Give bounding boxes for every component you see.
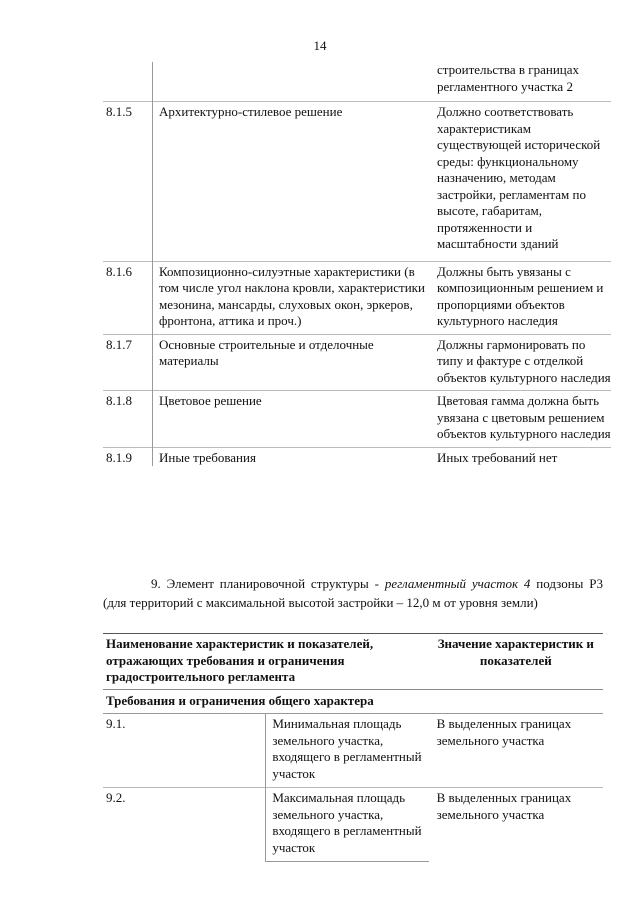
- table-row: [103, 447, 611, 466]
- table-subheader: [103, 689, 603, 714]
- table-row: [103, 714, 603, 788]
- header-values: Значение характеристик и показателей: [429, 634, 603, 690]
- row-characteristic: Композиционно-силуэтные характеристики (в том числе угол наклона кровли, характеристики мезонина, мансарды, слуховых окон, эркеров, фронтона, аттика и проч.): [153, 261, 434, 334]
- row-number: 8.1.9: [103, 447, 153, 466]
- subheader-general: Требования и ограничения общего характера: [103, 689, 603, 714]
- row-number: 8.1.5: [103, 102, 153, 262]
- row-characteristic: Архитектурно-стилевое решение: [153, 102, 434, 262]
- row-number: 8.1.8: [103, 391, 153, 448]
- section-rest: подзоны Р3 (для территорий с максимальной высотой застройки – 12,0 м от уровня земли): [103, 576, 603, 610]
- table-row: [103, 788, 603, 862]
- table-row-continuation: [103, 62, 611, 102]
- table-row: [103, 334, 611, 391]
- row-number: 8.1.7: [103, 334, 153, 391]
- row-number: 8.1.6: [103, 261, 153, 334]
- row-characteristic: Иные требования: [153, 447, 434, 466]
- row-value: Должно соответствовать характеристикам существующей исторической среды: функциональному назначению, методам застройки, регламентам по высоте, габаритам, протяженности и масштабности зданий: [433, 102, 611, 262]
- section-italic: регламентный участок 4: [384, 576, 531, 591]
- section-lead: 9. Элемент планировочной структуры -: [151, 576, 385, 591]
- section-heading: [103, 574, 603, 612]
- table-row: [103, 102, 611, 262]
- continuation-value: строительства в границах регламентного участка 2: [437, 62, 580, 94]
- table-row: [103, 391, 611, 448]
- row-number: 9.2.: [103, 788, 266, 862]
- row-value: В выделенных границах земельного участка: [429, 788, 603, 862]
- row-number: 9.1.: [106, 716, 126, 731]
- regulation-table-bottom: [103, 633, 603, 862]
- row-value: В выделенных границах земельного участка: [436, 716, 572, 748]
- table-header: [103, 634, 603, 690]
- regulation-table-top: [103, 62, 611, 466]
- row-value: Должны гармонировать по типу и фактуре с отделкой объектов культурного наследия: [433, 334, 611, 391]
- row-characteristic: Основные строительные и отделочные материалы: [153, 334, 434, 391]
- page-number: 14: [313, 38, 327, 53]
- table-row: [103, 261, 611, 334]
- header-characteristics: Наименование характеристик и показателей, отражающих требования и ограничения градостроительного регламента: [103, 634, 429, 690]
- row-characteristic: Максимальная площадь земельного участка, входящего в регламентный участок: [266, 788, 429, 862]
- row-characteristic: Минимальная площадь земельного участка, входящего в регламентный участок: [266, 714, 429, 788]
- row-value: Иных требований нет: [433, 447, 611, 466]
- row-value: Цветовая гамма должна быть увязана с цветовым решением объектов культурного наследия: [433, 391, 611, 448]
- row-characteristic: Цветовое решение: [153, 391, 434, 448]
- row-value: Должны быть увязаны с композиционным решением и пропорциями объектов культурного наследия: [433, 261, 611, 334]
